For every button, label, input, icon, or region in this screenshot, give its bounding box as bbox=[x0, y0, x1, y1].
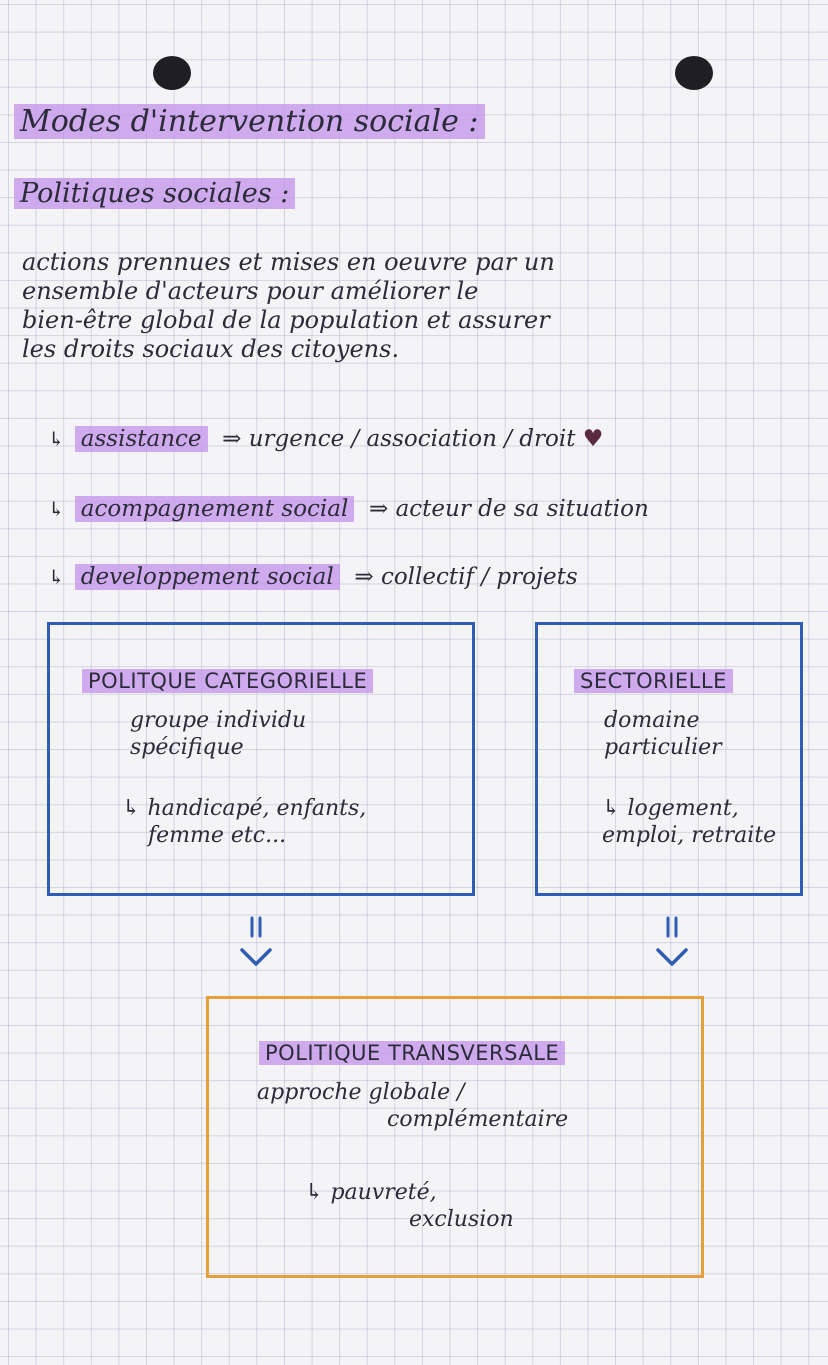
punch-hole-right bbox=[675, 56, 713, 90]
box-description-line: complémentaire bbox=[387, 1107, 569, 1132]
implies-arrow-icon: ⇒ bbox=[347, 564, 381, 590]
equals-down-arrow-icon bbox=[236, 912, 276, 972]
box-description bbox=[130, 707, 306, 761]
definition-line: actions prennues et mises en oeuvre par un bbox=[22, 248, 555, 276]
box-politique-sectorielle bbox=[535, 622, 803, 896]
box-example-text: pauvreté, bbox=[330, 1180, 437, 1205]
punch-hole-left bbox=[153, 56, 191, 90]
box-description-line: domaine bbox=[604, 708, 700, 733]
mode-label: assistance bbox=[75, 426, 208, 452]
return-arrow-icon: ↳ bbox=[602, 796, 628, 821]
box-description-line: groupe individu bbox=[130, 708, 307, 733]
box-example-line bbox=[602, 795, 776, 822]
return-arrow-icon: ↳ bbox=[48, 427, 65, 451]
mode-label: acompagnement social bbox=[75, 496, 355, 522]
box-description-line: approche globale / bbox=[257, 1080, 465, 1105]
box-example-text: logement, bbox=[627, 796, 739, 821]
box-politique-categorielle bbox=[47, 622, 475, 896]
box-heading-text: POLITQUE CATEGORIELLE bbox=[82, 669, 373, 693]
box-heading-text: SECTORIELLE bbox=[574, 669, 733, 693]
return-arrow-icon: ↳ bbox=[122, 796, 148, 821]
definition-paragraph bbox=[22, 248, 802, 364]
definition-line: bien-être global de la population et assurer bbox=[22, 306, 550, 334]
section-heading-text: Politiques sociales : bbox=[14, 178, 295, 209]
box-example-text: femme etc... bbox=[148, 823, 287, 848]
box-description-line: spécifique bbox=[130, 735, 244, 760]
definition-line: les droits sociaux des citoyens. bbox=[22, 335, 400, 363]
box-example-text: handicapé, enfants, bbox=[147, 796, 367, 821]
mode-detail: urgence / association / droit bbox=[248, 426, 576, 452]
mode-detail: collectif / projets bbox=[380, 564, 578, 590]
mode-label: developpement social bbox=[75, 564, 340, 590]
box-examples bbox=[122, 795, 366, 849]
box-description bbox=[604, 707, 722, 761]
box-heading-text: POLITIQUE TRANSVERSALE bbox=[259, 1041, 565, 1065]
return-arrow-icon: ↳ bbox=[305, 1180, 331, 1205]
box-examples bbox=[305, 1179, 514, 1233]
box-politique-transversale bbox=[206, 996, 704, 1278]
box-example-text: exclusion bbox=[409, 1207, 514, 1232]
box-example-line bbox=[122, 795, 366, 822]
implies-arrow-icon: ⇒ bbox=[361, 496, 396, 522]
mode-item-developpement bbox=[48, 564, 578, 590]
section-heading bbox=[14, 178, 295, 209]
box-example-line bbox=[602, 822, 776, 849]
box-heading bbox=[82, 669, 373, 693]
box-heading bbox=[259, 1041, 565, 1065]
box-examples bbox=[602, 795, 776, 849]
box-example-text: emploi, retraite bbox=[602, 823, 777, 848]
return-arrow-icon: ↳ bbox=[48, 497, 65, 521]
box-description-line: particulier bbox=[604, 735, 722, 760]
box-example-line bbox=[122, 822, 366, 849]
mode-item-assistance bbox=[48, 426, 603, 452]
page-title bbox=[14, 104, 485, 139]
return-arrow-icon: ↳ bbox=[48, 565, 65, 589]
equals-down-arrow-icon bbox=[652, 912, 692, 972]
page-title-text: Modes d'intervention sociale : bbox=[14, 104, 485, 139]
box-heading bbox=[574, 669, 733, 693]
mode-item-accompagnement bbox=[48, 496, 649, 522]
heart-icon: ♥ bbox=[582, 426, 604, 452]
implies-arrow-icon: ⇒ bbox=[214, 426, 249, 452]
box-description bbox=[257, 1079, 568, 1133]
mode-detail: acteur de sa situation bbox=[395, 496, 649, 522]
box-example-line bbox=[305, 1179, 514, 1206]
definition-line: ensemble d'acteurs pour améliorer le bbox=[22, 277, 479, 305]
box-example-line bbox=[305, 1206, 514, 1233]
